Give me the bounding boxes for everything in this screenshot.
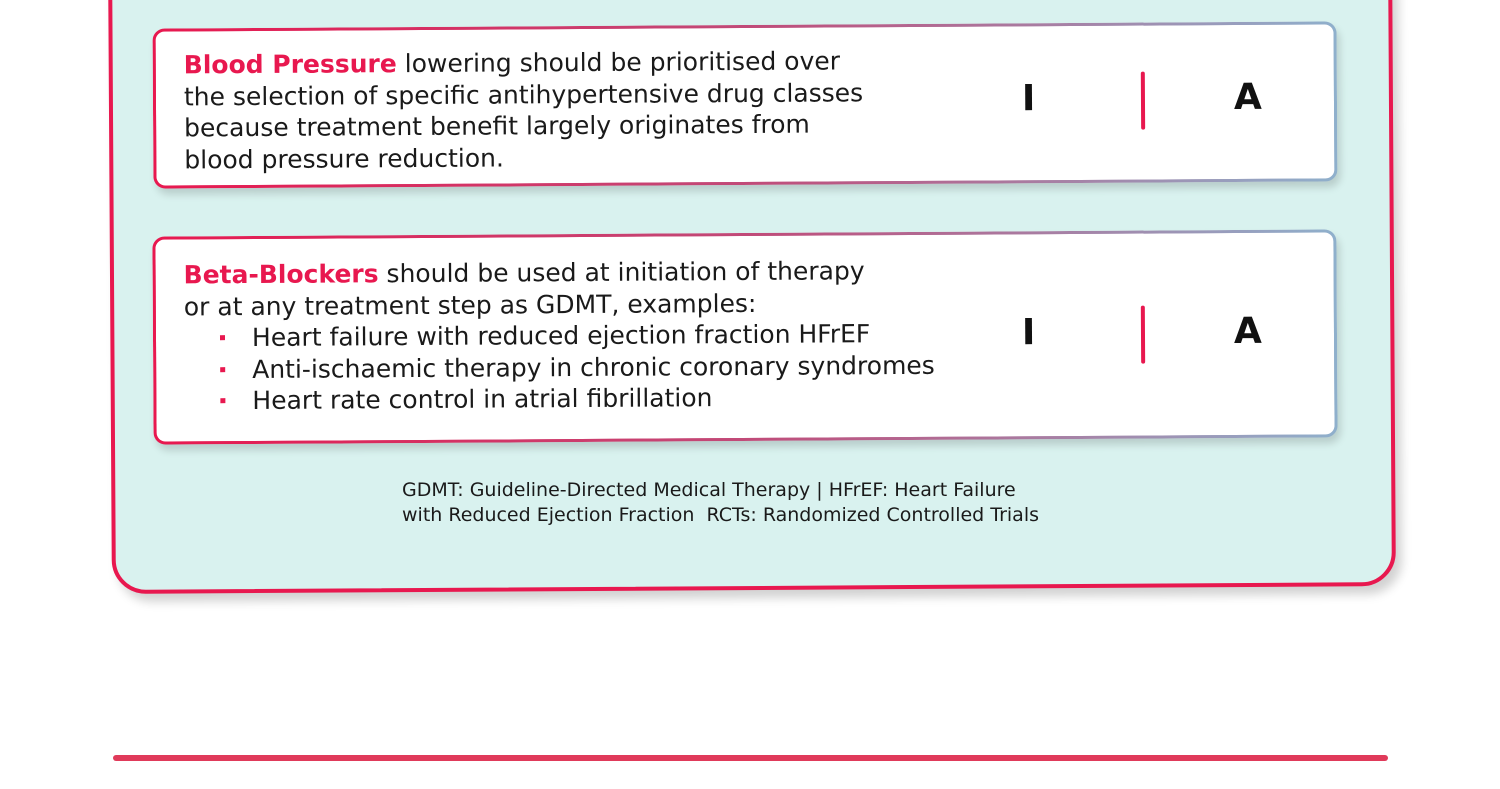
footnote-line: with Reduced Ejection Fraction RCTs: Randomized Controlled Trials <box>402 504 1040 526</box>
recommendation-class: I <box>1021 312 1036 354</box>
grade-divider <box>1141 306 1145 364</box>
recommendation-line: blood pressure reduction. <box>184 142 504 174</box>
list-item: Anti-ischaemic therapy in chronic coronary syndromes <box>216 349 984 385</box>
list-item: Heart failure with reduced ejection fraction HFrEF <box>216 318 984 354</box>
recommendation-card-blood-pressure <box>153 21 1338 188</box>
examples-list <box>184 318 985 417</box>
recommendation-line: or at any treatment step as GDMT, examples: <box>183 288 757 321</box>
bottom-divider-line <box>113 755 1388 761</box>
recommendation-keyword: Blood Pressure <box>183 49 397 80</box>
recommendation-text <box>184 45 985 176</box>
recommendation-line: the selection of specific antihypertensive drug classes <box>183 77 864 111</box>
recommendation-keyword: Beta-Blockers <box>183 259 379 290</box>
recommendation-line: because treatment benefit largely originates from <box>184 109 810 143</box>
recommendation-line: should be used at initiation of therapy <box>378 256 865 289</box>
evidence-level: A <box>1233 76 1262 119</box>
evidence-level: A <box>1233 310 1262 353</box>
grade-divider <box>1141 72 1145 130</box>
recommendation-text <box>184 255 985 417</box>
recommendation-line: lowering should be prioritised over <box>396 46 841 79</box>
recommendation-card-beta-blockers <box>152 229 1337 444</box>
footnote-line: GDMT: Guideline-Directed Medical Therapy | HFrEF: Heart Failure <box>402 479 1016 501</box>
recommendation-class: I <box>1021 78 1036 120</box>
abbreviations-footnote <box>402 478 1039 528</box>
list-item: Heart rate control in atrial fibrillation <box>216 381 984 417</box>
